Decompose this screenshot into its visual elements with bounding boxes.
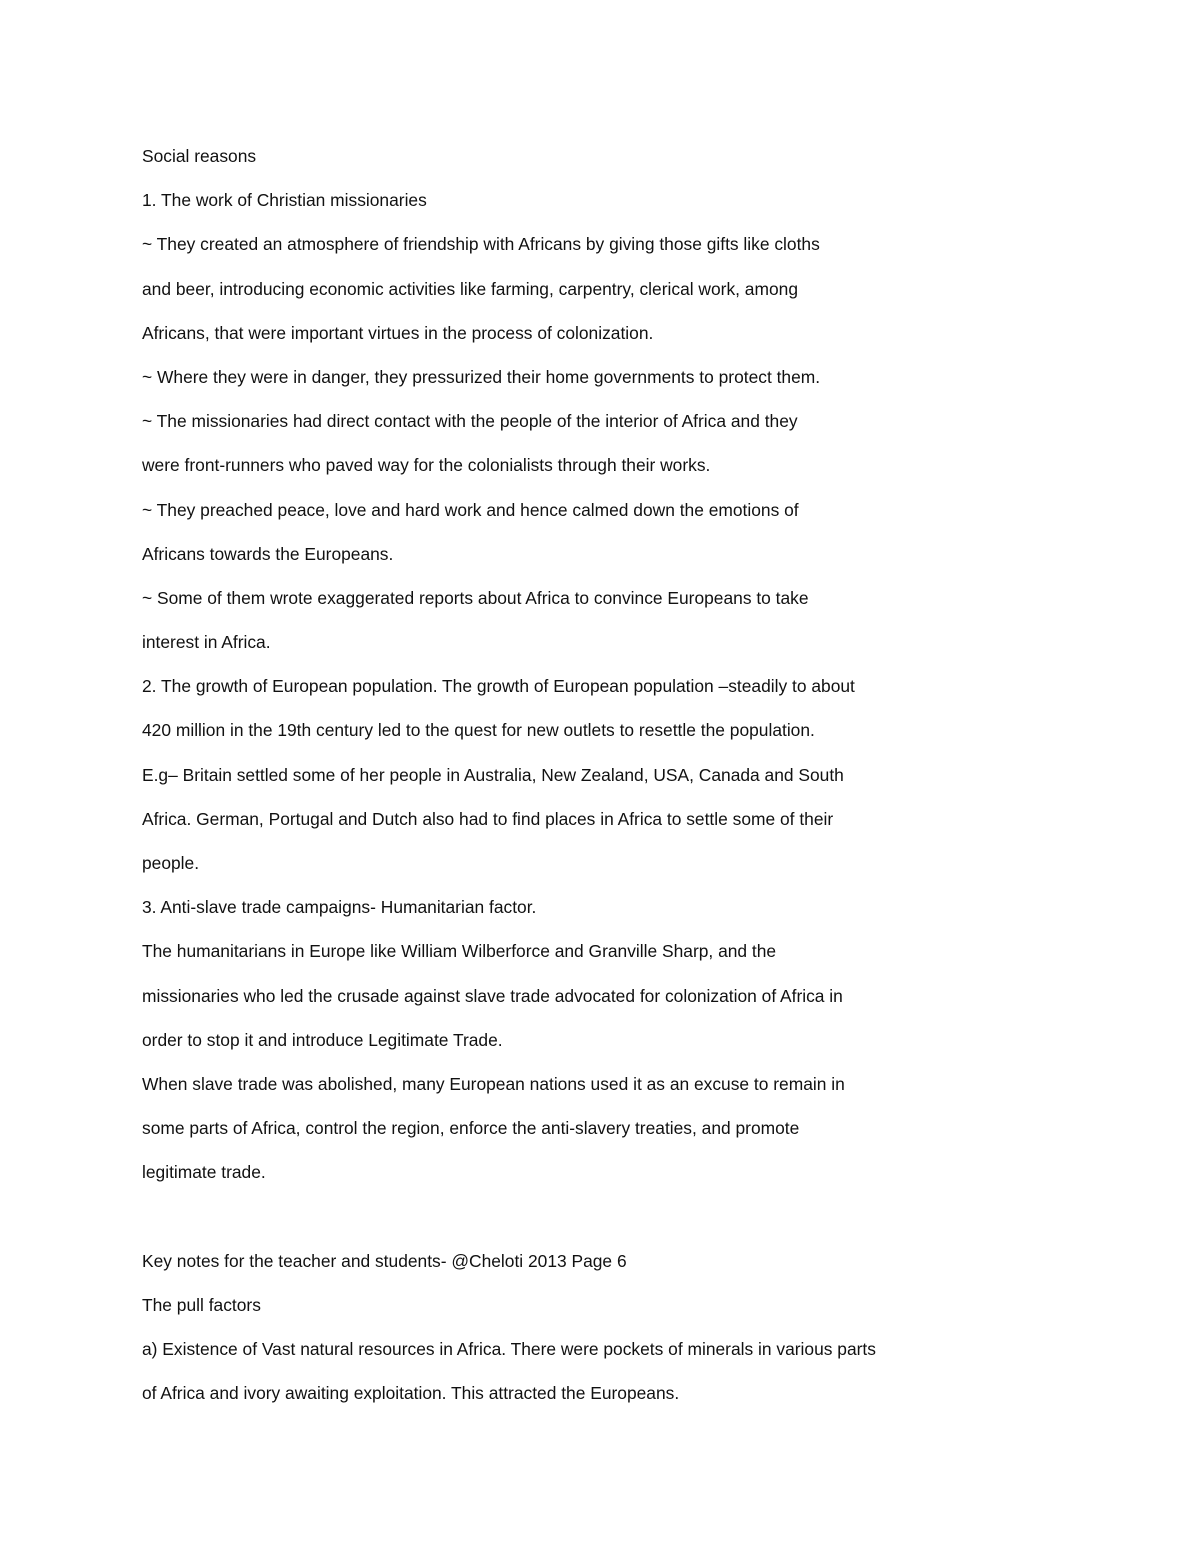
text-line: interest in Africa. bbox=[142, 632, 271, 653]
text-line: ~ The missionaries had direct contact with the people of the interior of Africa and they bbox=[142, 411, 798, 432]
text-line: of Africa and ivory awaiting exploitation. This attracted the Europeans. bbox=[142, 1383, 680, 1404]
paragraph-gap bbox=[142, 1201, 1042, 1245]
text-line: ~ They created an atmosphere of friendship with Africans by giving those gifts like cloths bbox=[142, 234, 820, 255]
text-line: Africa. German, Portugal and Dutch also had to find places in Africa to settle some of their bbox=[142, 808, 834, 829]
subheading-missionaries: 1. The work of Christian missionaries bbox=[142, 190, 427, 211]
subheading-population: 2. The growth of European population. The growth of European population –steadily to about bbox=[142, 676, 855, 697]
text-line: legitimate trade. bbox=[142, 1162, 266, 1183]
text-line: some parts of Africa, control the region, enforce the anti-slavery treaties, and promote bbox=[142, 1118, 800, 1139]
text-line: Africans towards the Europeans. bbox=[142, 543, 394, 564]
text-line: ~ They preached peace, love and hard work and hence calmed down the emotions of bbox=[142, 499, 799, 520]
text-line: and beer, introducing economic activities like farming, carpentry, clerical work, among bbox=[142, 278, 798, 299]
document-body bbox=[142, 140, 1042, 1421]
text-line: order to stop it and introduce Legitimate Trade. bbox=[142, 1029, 503, 1050]
text-line: missionaries who led the crusade against slave trade advocated for colonization of Africa in bbox=[142, 985, 843, 1006]
text-line: Africans, that were important virtues in the process of colonization. bbox=[142, 322, 654, 343]
page-footer: Key notes for the teacher and students- @Cheloti 2013 Page 6 bbox=[142, 1250, 627, 1271]
text-line: E.g– Britain settled some of her people in Australia, New Zealand, USA, Canada and South bbox=[142, 764, 844, 785]
subheading-pull-factors: The pull factors bbox=[142, 1294, 261, 1315]
section-heading: Social reasons bbox=[142, 146, 257, 166]
text-line: 420 million in the 19th century led to the quest for new outlets to resettle the population. bbox=[142, 720, 815, 741]
text-line: a) Existence of Vast natural resources in Africa. There were pockets of minerals in various parts bbox=[142, 1339, 876, 1360]
text-line: people. bbox=[142, 853, 200, 873]
text-line: ~ Some of them wrote exaggerated reports about Africa to convince Europeans to take bbox=[142, 587, 809, 608]
subheading-anti-slave-trade: 3. Anti-slave trade campaigns- Humanitarian factor. bbox=[142, 897, 537, 918]
text-line: When slave trade was abolished, many European nations used it as an excuse to remain in bbox=[142, 1073, 845, 1094]
text-line: were front-runners who paved way for the colonialists through their works. bbox=[142, 455, 711, 476]
text-line: ~ Where they were in danger, they pressurized their home governments to protect them. bbox=[142, 366, 821, 387]
text-line: The humanitarians in Europe like William Wilberforce and Granville Sharp, and the bbox=[142, 941, 777, 962]
